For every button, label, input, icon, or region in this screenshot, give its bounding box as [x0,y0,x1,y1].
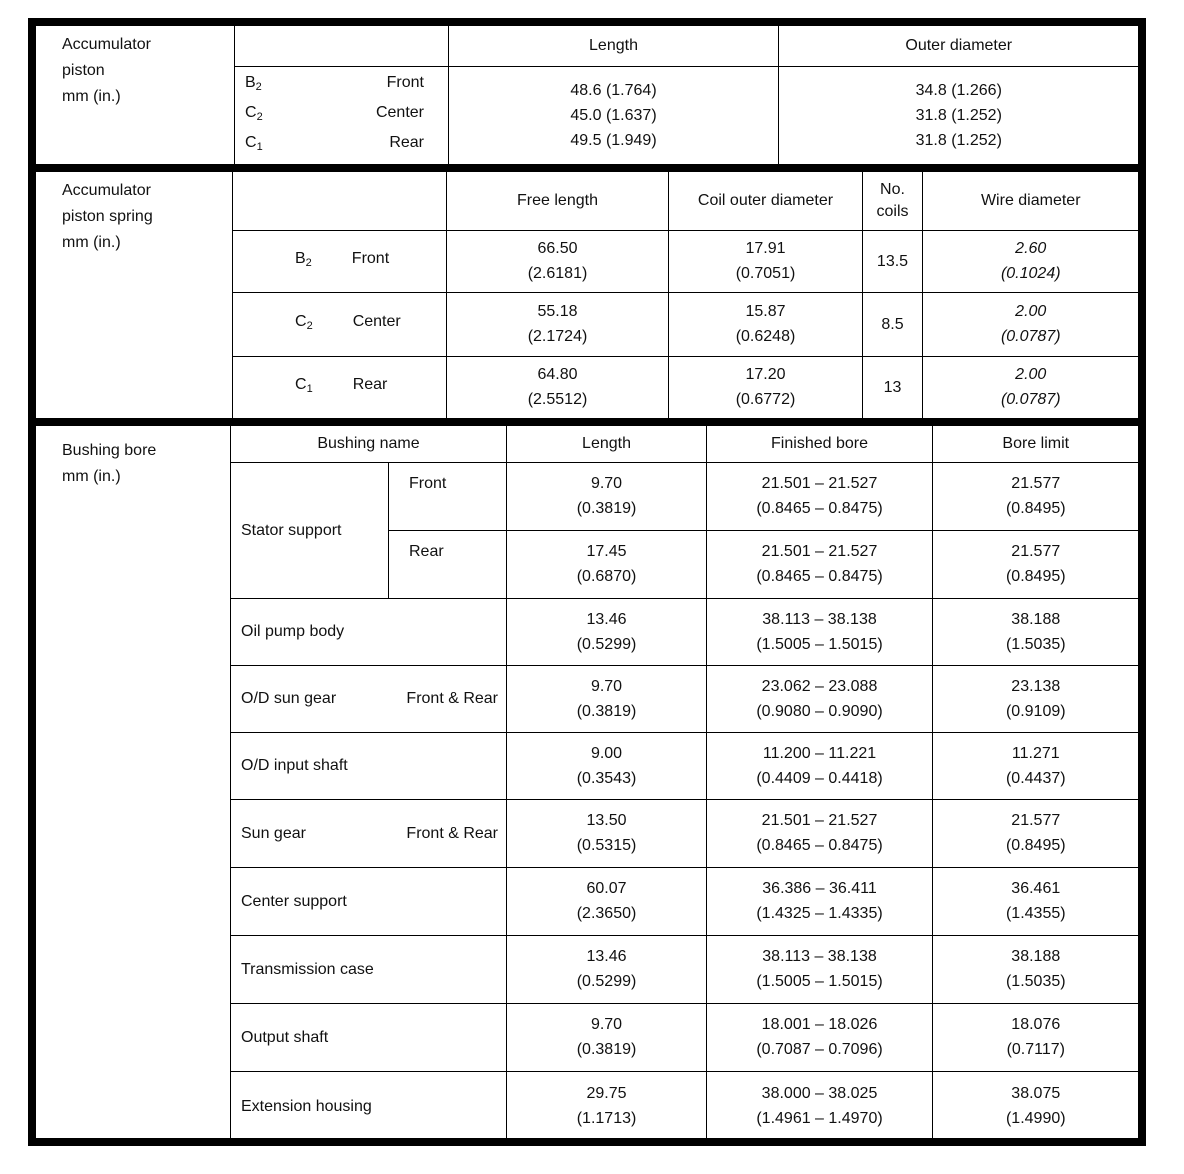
piston-row-center: $C_2$ Center [245,104,424,124]
piston-section [36,26,1138,164]
bushing-section [36,426,1138,1138]
bushing-header-name: Bushing name [231,426,507,462]
spring-header-coils: No. coils [863,172,923,230]
divider [36,164,1138,172]
spring-row-center: $C_2$ Center 55.18 (2.1724) 15.87 (0.6248) 8.5 2.00 (0.0787) [233,292,1139,356]
spring-row-rear: $C_1$ Rear 64.80 (2.5512) 17.20 (0.6772) 13 2.00 (0.0787) [233,356,1139,418]
piston-row-rear: $C_1$ Rear [245,134,424,154]
spec-sheet [28,18,1146,1146]
divider [36,418,1138,426]
piston-table [234,26,1139,164]
piston-lengths: 48.6 (1.764) 45.0 (1.637) 49.5 (1.949) [449,66,779,164]
bushing-header-finished: Finished bore [707,426,933,462]
bushing-header-length: Length [507,426,707,462]
spring-table [232,172,1139,418]
bushing-row: O/D sun gear Front & Rear 9.70 (0.3819) 23.062 – 23.088 (0.9080 – 0.9090) 23.138 (0.9109) [231,665,1139,732]
bushing-row-stator-front: Stator support Front 9.70 (0.3819) 21.501 – 21.527 (0.8465 – 0.8475) 21.577 (0.8495) [231,462,1139,530]
spring-row-front: $B_2$ Front 66.50 (2.6181) 17.91 (0.7051) 13.5 2.60 (0.1024) [233,230,1139,292]
bushing-row: Transmission case 13.46 (0.5299) 38.113 – 38.138 (1.5005 – 1.5015) 38.188 (1.5035) [231,935,1139,1003]
bushing-row: Sun gear Front & Rear 13.50 (0.5315) 21.501 – 21.527 (0.8465 – 0.8475) 21.577 (0.8495) [231,799,1139,867]
stator-support-label: Stator support [231,462,389,598]
bushing-header-limit: Bore limit [933,426,1139,462]
piston-header-length: Length [449,26,779,66]
bushing-row: Oil pump body 13.46 (0.5299) 38.113 – 38.138 (1.5005 – 1.5015) 38.188 (1.5035) [231,598,1139,665]
bushing-row: Extension housing 29.75 (1.1713) 38.000 – 38.025 (1.4961 – 1.4970) 38.075 (1.4990) [231,1071,1139,1141]
piston-codes [235,66,449,164]
bushing-row-stator-rear: Rear 17.45 (0.6870) 21.501 – 21.527 (0.8465 – 0.8475) 21.577 (0.8495) [231,530,1139,598]
spring-header-free-length: Free length [447,172,669,230]
piston-label: Accumulator piston mm (in.) [62,36,151,105]
spring-section [36,172,1138,418]
bushing-row: Output shaft 9.70 (0.3819) 18.001 – 18.026 (0.7087 – 0.7096) 18.076 (0.7117) [231,1003,1139,1071]
bushing-row: Center support 60.07 (2.3650) 36.386 – 36.411 (1.4325 – 1.4335) 36.461 (1.4355) [231,867,1139,935]
bushing-row: O/D input shaft 9.00 (0.3543) 11.200 – 11.221 (0.4409 – 0.4418) 11.271 (0.4437) [231,732,1139,799]
spring-header-wire: Wire diameter [923,172,1139,230]
piston-row-front: $B_2$ Front [245,74,424,94]
bushing-label: Bushing bore mm (in.) [62,442,157,485]
bushing-table [230,426,1139,1141]
piston-header-outer-diameter: Outer diameter [779,26,1139,66]
piston-outer-diameters: 34.8 (1.266) 31.8 (1.252) 31.8 (1.252) [779,66,1139,164]
spring-header-coil-od: Coil outer diameter [669,172,863,230]
spring-label: Accumulator piston spring mm (in.) [62,182,153,251]
